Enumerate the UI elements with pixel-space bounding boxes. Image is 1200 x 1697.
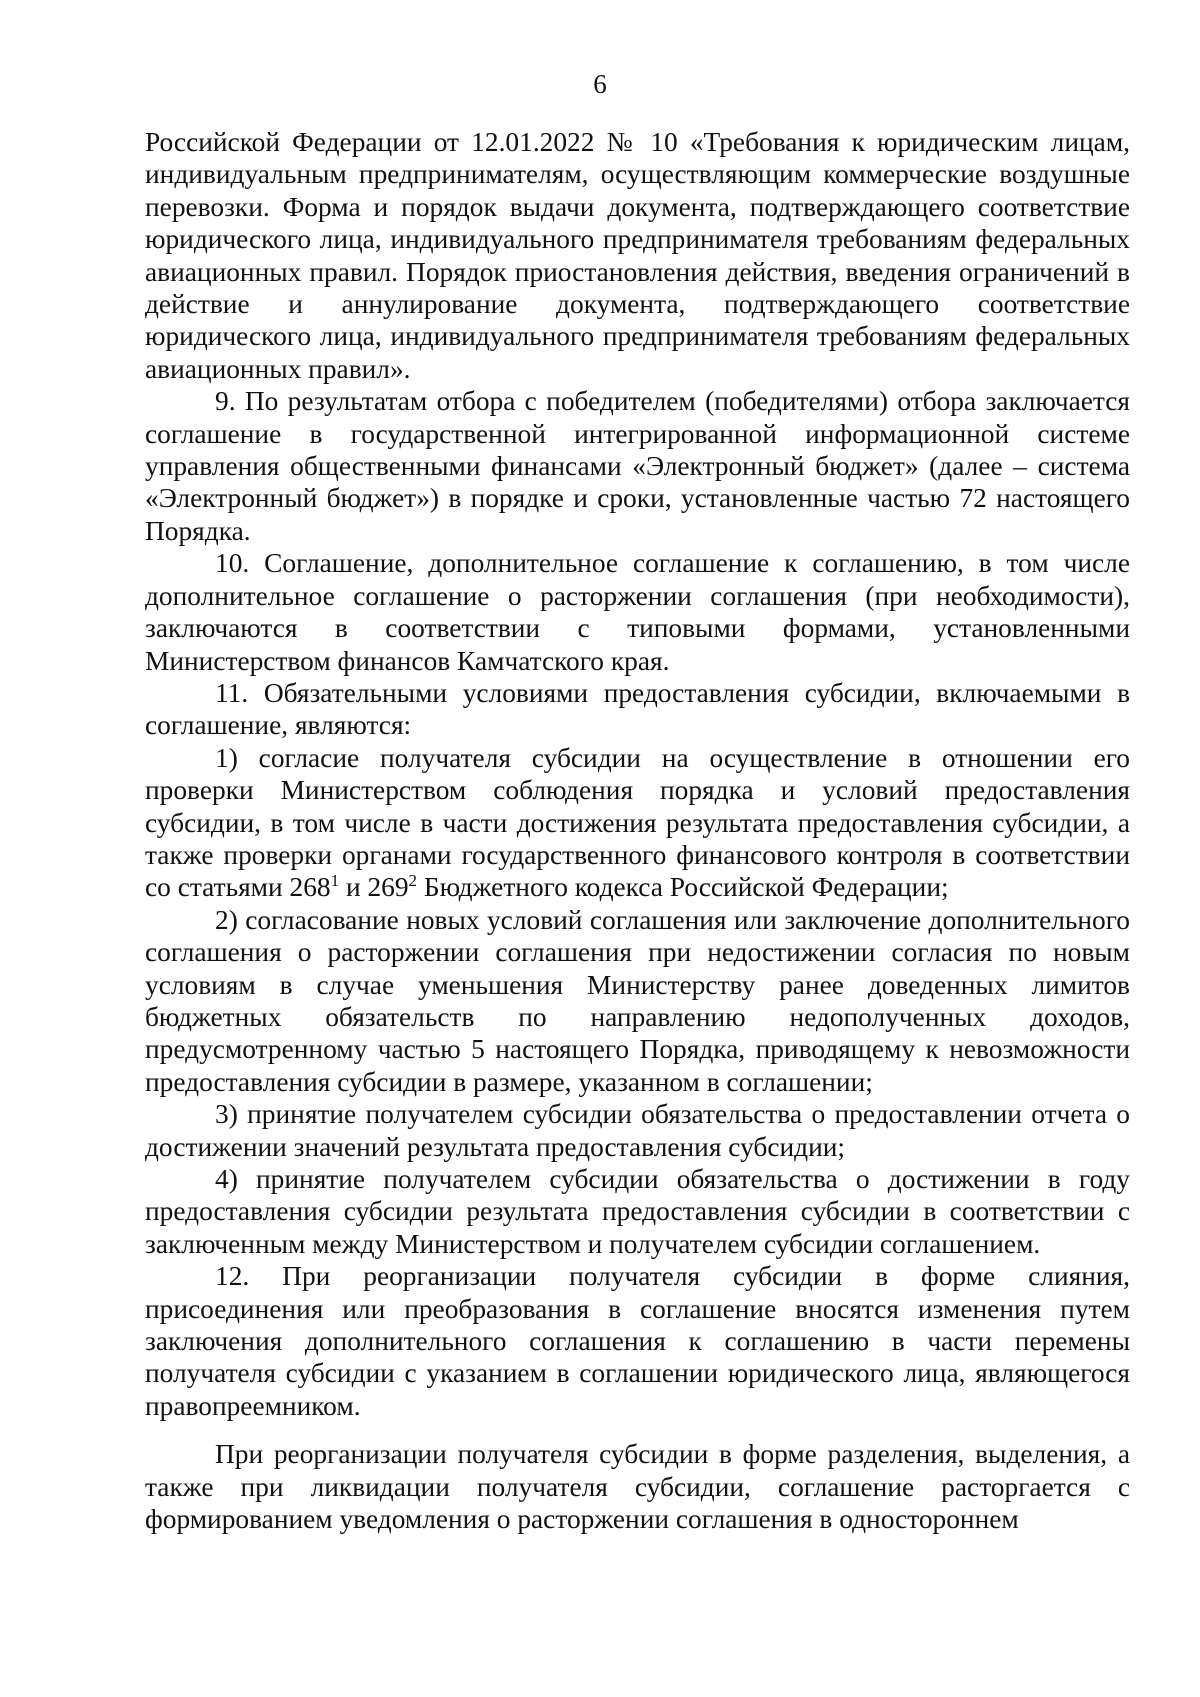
paragraph-11: 11. Обязательными условиями предоставления субсидии, включаемыми в соглашение, являются: xyxy=(145,677,1130,741)
paragraph-11-item-1 xyxy=(145,742,1130,904)
item-1-text-before: 1) согласие получателя субсидии на осуществление в отношении его проверки Министерством соблюдения порядка и условий предоставления субсидии, в том числе в части достижения результата предоставления субсидии, а также проверки органами государственного финансового контроля в соответствии со статьями 268 xyxy=(145,742,1130,903)
paragraph-10: 10. Соглашение, дополнительное соглашение к соглашению, в том числе дополнительное соглашение о расторжении соглашения (при необходимости), заключаются в соответствии с типовыми формами, установленными Министерством финансов Камчатского края. xyxy=(145,548,1130,676)
document-body xyxy=(145,126,1130,1535)
superscript-2: 2 xyxy=(408,871,418,891)
paragraph-11-item-2: 2) согласование новых условий соглашения или заключение дополнительного соглашения о расторжении соглашения при недостижении согласия по новым условиям в случае уменьшения Министерству ранее доведенных лимитов бюджетных обязательств по направлению недополученных доходов, предусмотренному частью 5 настоящего Порядка, приводящему к невозможности предоставления субсидии в размере, указанном в соглашении; xyxy=(145,904,1130,1097)
item-1-text-after: Бюджетного кодекса Российской Федерации; xyxy=(417,872,949,903)
paragraph-11-item-4: 4) принятие получателем субсидии обязательства о достижении в году предоставления субсидии результата предоставления субсидии в соответствии с заключенным между Министерством и получателем субсидии соглашением. xyxy=(145,1164,1130,1259)
paragraph-intro: Российской Федерации от 12.01.2022 № 10 «Требования к юридическим лицам, индивидуальным предпринимателям, осуществляющим коммерческие воздушные перевозки. Форма и порядок выдачи документа, подтверждающего соответствие юридического лица, индивидуального предпринимателя требованиям федеральных авиационных правил. Порядок приостановления действия, введения ограничений в действие и аннулирование документа, подтверждающего соответствие юридического лица, индивидуального предпринимателя требованиям федеральных авиационных правил». xyxy=(145,127,1130,384)
item-1-text-mid: и 269 xyxy=(339,872,409,903)
paragraph-11-item-3: 3) принятие получателем субсидии обязательства о предоставлении отчета о достижении значений результата предоставления субсидии; xyxy=(145,1099,1130,1162)
superscript-1: 1 xyxy=(330,871,340,891)
paragraph-9: 9. По результатам отбора с победителем (победителями) отбора заключается соглашение в государственной интегрированной информационной системе управления общественными финансами «Электронный бюджет» (далее – система «Электронный бюджет») в порядке и сроки, установленные частью 72 настоящего Порядка. xyxy=(145,386,1130,546)
paragraph-12-continuation: При реорганизации получателя субсидии в форме разделения, выделения, а также при ликвидации получателя субсидии, соглашение расторгается с формированием уведомления о расторжении соглашения в одностороннем xyxy=(145,1439,1130,1535)
page-number: 6 xyxy=(593,69,607,99)
paragraph-12: 12. При реорганизации получателя субсидии в форме слияния, присоединения или преобразования в соглашение вносятся изменения путем заключения дополнительного соглашения к соглашению в части перемены получателя субсидии с указанием в соглашении юридического лица, являющегося правопреемником. xyxy=(145,1261,1130,1421)
